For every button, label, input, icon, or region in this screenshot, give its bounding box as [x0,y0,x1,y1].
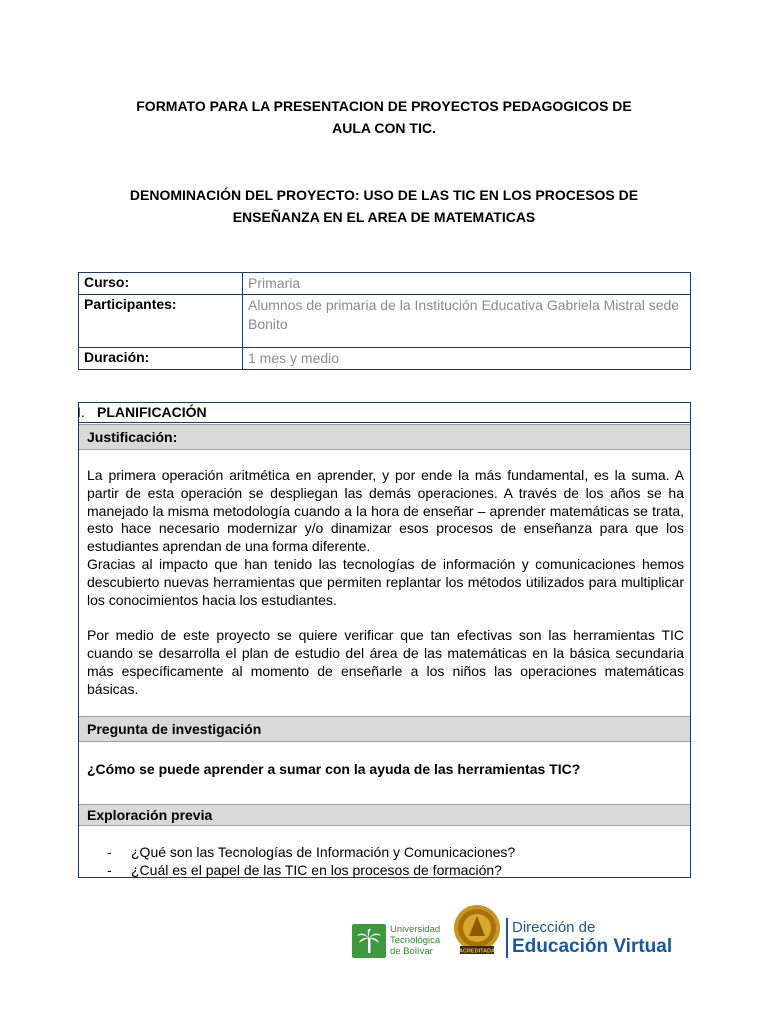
document-title [100,95,668,139]
info-table [78,272,691,370]
logo-divider [506,918,508,958]
palm-tree-icon [352,924,386,958]
participantes-label: Participantes: [79,295,243,348]
project-name-line2: ENSEÑANZA EN EL AREA DE MATEMATICAS [232,209,536,225]
exploracion-heading: Exploración previa [79,804,690,826]
footer-logos [352,902,673,974]
document-title-line2: AULA CON TIC. [332,120,436,136]
planning-section [78,402,691,878]
section-number: I. [77,404,85,420]
justificacion-paragraph: Gracias al impacto que han tenido las tecnologías de información y comunicaciones hemos descubierto nuevas herramientas que permiten replantar los métodos utilizados para multiplicar los conocimientos hacia los estudiantes. [87,555,684,608]
utb-line2: Tecnológica [390,935,441,946]
document-title-line1: FORMATO PARA LA PRESENTACION DE PROYECTOS PEDAGOGICOS DE [136,98,632,114]
project-name-line1: DENOMINACIÓN DEL PROYECTO: USO DE LAS TIC EN LOS PROCESOS DE [129,187,639,203]
project-name [100,184,668,228]
utb-text [390,924,440,957]
table-row [79,273,691,295]
justificacion-heading: Justificación: [79,424,690,450]
direccion-line2: Educación Virtual [512,936,673,957]
curso-label: Curso: [79,273,243,295]
direccion-line1: Dirección de [512,919,596,936]
list-item-text: ¿Qué son las Tecnologías de Información y Comunicaciones? [131,844,516,860]
utb-line3: de Bolívar [390,946,433,957]
utb-line1: Universidad [390,924,441,935]
table-row [79,348,691,370]
exploracion-list [107,843,515,879]
research-question: ¿Cómo se puede aprender a sumar con la ayuda de las herramientas TIC? [87,761,581,777]
list-item [107,861,515,879]
duracion-label: Duración: [79,348,243,370]
justificacion-paragraph: Por medio de este proyecto se quiere verificar que tan efectivas son las herramientas TIC cuando se desarrolla el plan de estudio del área de las matemáticas en la básica secundaria más específicamente al momento de enseñarle a los niños las operaciones matemáticas básicas. [87,627,684,697]
pregunta-heading: Pregunta de investigación [79,716,690,742]
list-item-text: ¿Cuál es el papel de las TIC en los procesos de formación? [131,862,502,878]
utb-logo [352,924,448,964]
direccion-logo [512,920,672,958]
bullet-dash: - [107,844,112,860]
justificacion-paragraph: La primera operación aritmética en aprender, y por ende la más fundamental, es la suma. A partir de esta operación se despliegan las demás operaciones. A través de los años se ha manejado la misma metodología cuando a la hora de enseñar – aprender matemáticas se trata, esto hace necesario modernizar y/o dinamizar esos procesos de enseñanza para que los estudiantes aprendan de una forma diferente. [87,467,684,555]
planning-title: PLANIFICACIÓN [97,404,207,420]
duracion-value: 1 mes y medio [243,348,691,370]
seal-label: ACREDITADA [459,948,495,955]
accreditation-seal-icon [452,902,502,968]
table-row [79,295,691,348]
list-item [107,843,515,861]
curso-value: Primaria [243,273,691,295]
participantes-value: Alumnos de primaria de la Institución Educativa Gabriela Mistral sede Bonito [243,295,691,348]
justificacion-text [87,467,684,698]
bullet-dash: - [107,862,112,878]
planning-header [79,403,690,423]
